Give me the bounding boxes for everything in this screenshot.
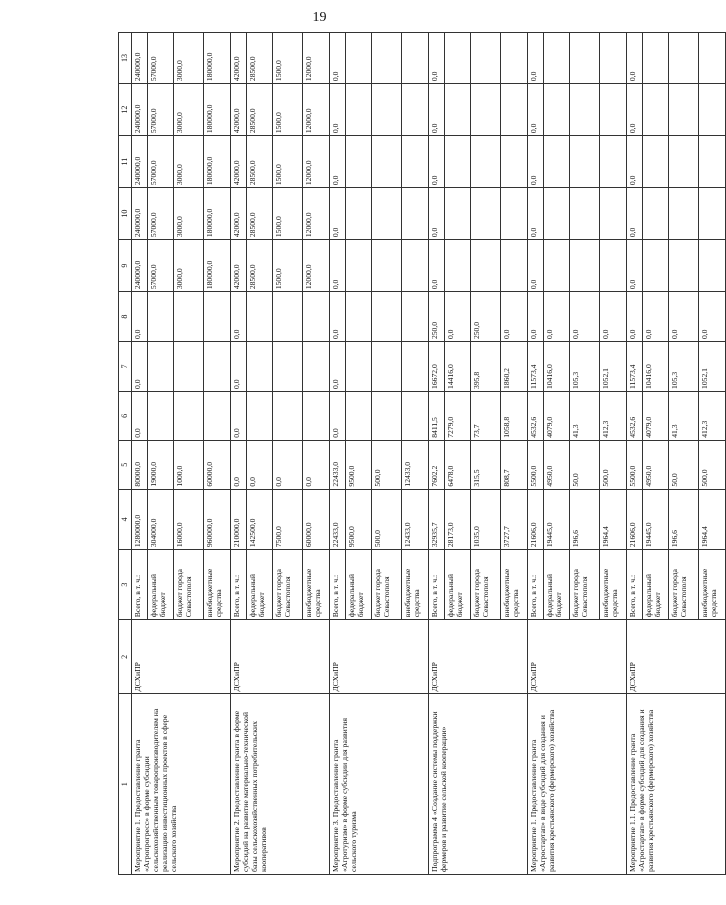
- amount-cell: 0,0: [132, 292, 148, 342]
- amount-cell: [346, 342, 372, 392]
- amount-cell: 42000,0: [231, 136, 247, 188]
- amount-cell: 0,0: [544, 292, 570, 342]
- amount-cell: 1964,4: [699, 489, 726, 550]
- amount-cell: [669, 240, 699, 292]
- amount-cell: [570, 240, 600, 292]
- amount-cell: [471, 84, 501, 136]
- amount-cell: 395,8: [471, 342, 501, 392]
- amount-cell: 42000,0: [231, 240, 247, 292]
- amount-cell: [273, 342, 303, 392]
- amount-cell: [445, 188, 471, 240]
- amount-cell: 12433,0: [402, 489, 429, 550]
- amount-cell: [699, 136, 726, 188]
- amount-cell: 57000,0: [148, 188, 174, 240]
- amount-cell: 1500,0: [273, 240, 303, 292]
- amount-cell: 6478,0: [445, 440, 471, 489]
- amount-cell: [445, 136, 471, 188]
- header-cell: 11: [119, 136, 132, 188]
- amount-cell: 0,0: [330, 391, 346, 440]
- funding-source: Всего, в т. ч.:: [528, 550, 544, 620]
- header-cell: 7: [119, 342, 132, 392]
- executor: ДСХиПР: [132, 620, 231, 694]
- amount-cell: [600, 240, 627, 292]
- amount-cell: 0,0: [132, 342, 148, 392]
- amount-cell: 1052,1: [600, 342, 627, 392]
- amount-cell: [346, 292, 372, 342]
- amount-cell: 0,0: [627, 240, 643, 292]
- amount-cell: [501, 136, 528, 188]
- amount-cell: 57000,0: [148, 84, 174, 136]
- amount-cell: 0,0: [429, 84, 445, 136]
- amount-cell: [346, 188, 372, 240]
- measure-name: Мероприятие 2. Предоставление гранта в форме субсидий на развитие материально-технической базы сельскохозяйственных потребительских кооперативов: [231, 694, 330, 875]
- amount-cell: 0,0: [627, 292, 643, 342]
- amount-cell: 1035,0: [471, 489, 501, 550]
- amount-cell: 142500,0: [247, 489, 273, 550]
- amount-cell: [699, 84, 726, 136]
- amount-cell: 180000,0: [204, 33, 231, 84]
- header-cell: 12: [119, 84, 132, 136]
- amount-cell: 12000,0: [303, 33, 330, 84]
- amount-cell: 0,0: [627, 136, 643, 188]
- executor: ДСХиПР: [627, 620, 726, 694]
- funding-source: Всего, в т. ч.:: [627, 550, 643, 620]
- amount-cell: [501, 240, 528, 292]
- amount-cell: [303, 391, 330, 440]
- amount-cell: 4950,0: [643, 440, 669, 489]
- amount-cell: 60000,0: [303, 489, 330, 550]
- amount-cell: [402, 391, 429, 440]
- amount-cell: 240000,0: [132, 33, 148, 84]
- amount-cell: 0,0: [699, 292, 726, 342]
- amount-cell: [402, 292, 429, 342]
- amount-cell: 32935,7: [429, 489, 445, 550]
- amount-cell: 0,0: [330, 342, 346, 392]
- amount-cell: 500,0: [372, 489, 402, 550]
- amount-cell: 180000,0: [204, 188, 231, 240]
- amount-cell: [402, 240, 429, 292]
- funding-source: Всего, в т. ч.:: [429, 550, 445, 620]
- amount-cell: 14416,0: [445, 342, 471, 392]
- amount-cell: 10416,0: [544, 342, 570, 392]
- amount-cell: 0,0: [330, 292, 346, 342]
- amount-cell: 28500,0: [247, 84, 273, 136]
- amount-cell: 412,3: [699, 391, 726, 440]
- amount-cell: 0,0: [528, 188, 544, 240]
- amount-cell: 1500,0: [273, 84, 303, 136]
- amount-cell: 0,0: [330, 188, 346, 240]
- amount-cell: 28500,0: [247, 33, 273, 84]
- amount-cell: 240000,0: [132, 240, 148, 292]
- amount-cell: [148, 391, 174, 440]
- amount-cell: [544, 136, 570, 188]
- amount-cell: [669, 188, 699, 240]
- amount-cell: [643, 240, 669, 292]
- amount-cell: 80000,0: [132, 440, 148, 489]
- executor: ДСХиПР: [330, 620, 429, 694]
- amount-cell: [501, 84, 528, 136]
- header-cell: 5: [119, 440, 132, 489]
- amount-cell: [643, 188, 669, 240]
- amount-cell: 1500,0: [273, 188, 303, 240]
- table-row: [231, 33, 247, 875]
- amount-cell: 196,6: [570, 489, 600, 550]
- budget-table-rotated: [118, 32, 718, 875]
- amount-cell: [402, 342, 429, 392]
- amount-cell: 7279,0: [445, 391, 471, 440]
- amount-cell: 5500,0: [528, 440, 544, 489]
- amount-cell: 0,0: [669, 292, 699, 342]
- amount-cell: [402, 188, 429, 240]
- amount-cell: 12000,0: [303, 188, 330, 240]
- amount-cell: 0,0: [330, 136, 346, 188]
- table-row: [132, 33, 148, 875]
- amount-cell: 0,0: [273, 440, 303, 489]
- amount-cell: 50,0: [570, 440, 600, 489]
- amount-cell: [501, 33, 528, 84]
- amount-cell: 16000,0: [174, 489, 204, 550]
- amount-cell: 11573,4: [528, 342, 544, 392]
- funding-source: внебюджетные средства: [402, 550, 429, 620]
- amount-cell: [372, 240, 402, 292]
- amount-cell: 1058,8: [501, 391, 528, 440]
- amount-cell: [544, 84, 570, 136]
- amount-cell: 0,0: [330, 33, 346, 84]
- amount-cell: 57000,0: [148, 136, 174, 188]
- amount-cell: 0,0: [570, 292, 600, 342]
- amount-cell: 240000,0: [132, 136, 148, 188]
- amount-cell: 0,0: [501, 292, 528, 342]
- amount-cell: 0,0: [429, 33, 445, 84]
- measure-name: Подпрограмма 4 «Создание системы поддержки фермеров и развитие сельской кооперации»: [429, 694, 528, 875]
- funding-source: федеральный бюджет: [643, 550, 669, 620]
- amount-cell: [247, 391, 273, 440]
- amount-cell: 16672,0: [429, 342, 445, 392]
- amount-cell: 0,0: [528, 33, 544, 84]
- funding-source: внебюджетные средства: [204, 550, 231, 620]
- amount-cell: 0,0: [330, 84, 346, 136]
- amount-cell: [372, 342, 402, 392]
- amount-cell: 21606,0: [528, 489, 544, 550]
- amount-cell: 19000,0: [148, 440, 174, 489]
- amount-cell: [471, 240, 501, 292]
- table-row: [627, 33, 643, 875]
- amount-cell: 22433,0: [330, 489, 346, 550]
- amount-cell: 180000,0: [204, 136, 231, 188]
- amount-cell: [204, 391, 231, 440]
- amount-cell: [600, 84, 627, 136]
- executor: ДСХиПР: [528, 620, 627, 694]
- funding-source: Всего, в т. ч.:: [231, 550, 247, 620]
- funding-source: Всего, в т. ч.:: [330, 550, 346, 620]
- amount-cell: 3000,0: [174, 33, 204, 84]
- amount-cell: 12000,0: [303, 240, 330, 292]
- page-number: 19: [312, 10, 327, 25]
- amount-cell: [174, 292, 204, 342]
- amount-cell: 3000,0: [174, 84, 204, 136]
- amount-cell: 0,0: [627, 84, 643, 136]
- header-cell: 2: [119, 620, 132, 694]
- amount-cell: [402, 33, 429, 84]
- amount-cell: [570, 84, 600, 136]
- amount-cell: [544, 188, 570, 240]
- amount-cell: 0,0: [528, 292, 544, 342]
- amount-cell: [174, 342, 204, 392]
- amount-cell: 21606,0: [627, 489, 643, 550]
- amount-cell: 50,0: [669, 440, 699, 489]
- amount-cell: [346, 136, 372, 188]
- header-row: [119, 33, 132, 875]
- amount-cell: 60000,0: [204, 440, 231, 489]
- amount-cell: [471, 33, 501, 84]
- amount-cell: 0,0: [303, 440, 330, 489]
- amount-cell: 19445,0: [544, 489, 570, 550]
- amount-cell: [273, 292, 303, 342]
- amount-cell: 1860,2: [501, 342, 528, 392]
- amount-cell: 500,0: [600, 440, 627, 489]
- funding-source: внебюджетные средства: [303, 550, 330, 620]
- amount-cell: 0,0: [231, 391, 247, 440]
- measure-name: Мероприятие 3. Предоставление гранта «Агротуризм» в форме субсидии для развития сельского туризма: [330, 694, 429, 875]
- amount-cell: [570, 33, 600, 84]
- amount-cell: [346, 391, 372, 440]
- amount-cell: 41,3: [669, 391, 699, 440]
- amount-cell: [643, 84, 669, 136]
- amount-cell: 28500,0: [247, 240, 273, 292]
- amount-cell: 11573,4: [627, 342, 643, 392]
- amount-cell: 19445,0: [643, 489, 669, 550]
- amount-cell: 0,0: [445, 292, 471, 342]
- amount-cell: 0,0: [528, 84, 544, 136]
- amount-cell: [600, 136, 627, 188]
- amount-cell: 22433,0: [330, 440, 346, 489]
- amount-cell: [544, 240, 570, 292]
- amount-cell: 500,0: [699, 440, 726, 489]
- amount-cell: [699, 188, 726, 240]
- amount-cell: 12000,0: [303, 84, 330, 136]
- amount-cell: 73,7: [471, 391, 501, 440]
- amount-cell: [247, 292, 273, 342]
- amount-cell: 0,0: [429, 240, 445, 292]
- amount-cell: 0,0: [627, 33, 643, 84]
- amount-cell: 12433,0: [402, 440, 429, 489]
- table-row: [528, 33, 544, 875]
- amount-cell: 960000,0: [204, 489, 231, 550]
- amount-cell: [600, 33, 627, 84]
- funding-source: федеральный бюджет: [247, 550, 273, 620]
- amount-cell: 7602,2: [429, 440, 445, 489]
- header-cell: 6: [119, 391, 132, 440]
- amount-cell: 0,0: [132, 391, 148, 440]
- amount-cell: [699, 240, 726, 292]
- amount-cell: [247, 342, 273, 392]
- funding-source: бюджет города Севастополя: [174, 550, 204, 620]
- amount-cell: [303, 292, 330, 342]
- amount-cell: 41,3: [570, 391, 600, 440]
- amount-cell: 250,0: [429, 292, 445, 342]
- amount-cell: 500,0: [372, 440, 402, 489]
- amount-cell: 42000,0: [231, 188, 247, 240]
- amount-cell: 0,0: [330, 240, 346, 292]
- amount-cell: [471, 188, 501, 240]
- amount-cell: 4950,0: [544, 440, 570, 489]
- amount-cell: [445, 84, 471, 136]
- funding-source: бюджет города Севастополя: [471, 550, 501, 620]
- amount-cell: [669, 136, 699, 188]
- amount-cell: 3000,0: [174, 240, 204, 292]
- amount-cell: 0,0: [231, 440, 247, 489]
- amount-cell: [372, 84, 402, 136]
- measure-name: Мероприятие 1.1. Предоставление гранта «Агростартап» в форме субсидий для создания и развития крестьянского (фермерского) хозяйства: [627, 694, 726, 875]
- amount-cell: 9500,0: [346, 440, 372, 489]
- funding-source: федеральный бюджет: [148, 550, 174, 620]
- measure-name: Мероприятие 1. Предоставление гранта «Агростартап» в виде субсидий для создания и развития крестьянского (фермерского) хозяйства: [528, 694, 627, 875]
- funding-source: внебюджетные средства: [699, 550, 726, 620]
- amount-cell: 105,3: [669, 342, 699, 392]
- amount-cell: 1500,0: [273, 33, 303, 84]
- amount-cell: 210000,0: [231, 489, 247, 550]
- amount-cell: 0,0: [643, 292, 669, 342]
- funding-source: бюджет города Севастополя: [372, 550, 402, 620]
- amount-cell: 28173,0: [445, 489, 471, 550]
- funding-source: бюджет города Севастополя: [669, 550, 699, 620]
- funding-source: бюджет города Севастополя: [273, 550, 303, 620]
- amount-cell: [544, 33, 570, 84]
- executor: ДСХиПР: [429, 620, 528, 694]
- amount-cell: 808,7: [501, 440, 528, 489]
- amount-cell: [148, 292, 174, 342]
- amount-cell: 4532,6: [627, 391, 643, 440]
- amount-cell: 105,3: [570, 342, 600, 392]
- amount-cell: [402, 136, 429, 188]
- amount-cell: [346, 84, 372, 136]
- header-cell: 13: [119, 33, 132, 84]
- table-row: [429, 33, 445, 875]
- amount-cell: [669, 33, 699, 84]
- amount-cell: 4532,6: [528, 391, 544, 440]
- amount-cell: [445, 33, 471, 84]
- amount-cell: 315,5: [471, 440, 501, 489]
- amount-cell: 12000,0: [303, 136, 330, 188]
- amount-cell: 180000,0: [204, 84, 231, 136]
- amount-cell: [273, 391, 303, 440]
- funding-source: федеральный бюджет: [445, 550, 471, 620]
- amount-cell: 1500,0: [273, 136, 303, 188]
- amount-cell: 180000,0: [204, 240, 231, 292]
- header-cell: 9: [119, 240, 132, 292]
- amount-cell: 412,3: [600, 391, 627, 440]
- amount-cell: [471, 136, 501, 188]
- amount-cell: [372, 391, 402, 440]
- amount-cell: [445, 240, 471, 292]
- amount-cell: 0,0: [429, 188, 445, 240]
- amount-cell: 28500,0: [247, 188, 273, 240]
- funding-source: бюджет города Севастополя: [570, 550, 600, 620]
- amount-cell: 1000,0: [174, 440, 204, 489]
- amount-cell: 0,0: [429, 136, 445, 188]
- amount-cell: 28500,0: [247, 136, 273, 188]
- funding-source: внебюджетные средства: [501, 550, 528, 620]
- amount-cell: [699, 33, 726, 84]
- amount-cell: 9500,0: [346, 489, 372, 550]
- amount-cell: 7500,0: [273, 489, 303, 550]
- amount-cell: [643, 33, 669, 84]
- amount-cell: 42000,0: [231, 33, 247, 84]
- amount-cell: 0,0: [247, 440, 273, 489]
- budget-table: [118, 32, 726, 875]
- amount-cell: 57000,0: [148, 33, 174, 84]
- amount-cell: [600, 188, 627, 240]
- amount-cell: 4079,0: [643, 391, 669, 440]
- header-cell: 3: [119, 550, 132, 620]
- amount-cell: 196,6: [669, 489, 699, 550]
- amount-cell: 1052,1: [699, 342, 726, 392]
- amount-cell: 3000,0: [174, 188, 204, 240]
- funding-source: внебюджетные средства: [600, 550, 627, 620]
- header-cell: 8: [119, 292, 132, 342]
- amount-cell: [372, 136, 402, 188]
- amount-cell: [570, 136, 600, 188]
- amount-cell: 10416,0: [643, 342, 669, 392]
- amount-cell: 0,0: [528, 136, 544, 188]
- amount-cell: 0,0: [600, 292, 627, 342]
- amount-cell: [346, 240, 372, 292]
- amount-cell: 1280000,0: [132, 489, 148, 550]
- funding-source: федеральный бюджет: [346, 550, 372, 620]
- header-cell: 4: [119, 489, 132, 550]
- header-cell: 10: [119, 188, 132, 240]
- amount-cell: [402, 84, 429, 136]
- funding-source: федеральный бюджет: [544, 550, 570, 620]
- amount-cell: [570, 188, 600, 240]
- amount-cell: 0,0: [231, 292, 247, 342]
- amount-cell: [174, 391, 204, 440]
- executor: ДСХиПР: [231, 620, 330, 694]
- amount-cell: [346, 33, 372, 84]
- table-row: [330, 33, 346, 875]
- amount-cell: 1964,4: [600, 489, 627, 550]
- amount-cell: [148, 342, 174, 392]
- amount-cell: 57000,0: [148, 240, 174, 292]
- amount-cell: 3727,7: [501, 489, 528, 550]
- amount-cell: 42000,0: [231, 84, 247, 136]
- amount-cell: 4079,0: [544, 391, 570, 440]
- amount-cell: 0,0: [231, 342, 247, 392]
- amount-cell: 304000,0: [148, 489, 174, 550]
- amount-cell: 240000,0: [132, 84, 148, 136]
- header-cell: 1: [119, 694, 132, 875]
- amount-cell: 5500,0: [627, 440, 643, 489]
- amount-cell: 3000,0: [174, 136, 204, 188]
- amount-cell: [501, 188, 528, 240]
- amount-cell: [669, 84, 699, 136]
- amount-cell: [372, 188, 402, 240]
- amount-cell: [372, 33, 402, 84]
- measure-name: Мероприятие 1. Предоставление гранта «Агропрогресс» в форме субсидии сельскохозяйственным товаропроизводителям на реализацию инвестиционных проектов в сфере сельского хозяйства: [132, 694, 231, 875]
- amount-cell: [643, 136, 669, 188]
- amount-cell: [204, 342, 231, 392]
- amount-cell: [204, 292, 231, 342]
- amount-cell: 250,0: [471, 292, 501, 342]
- amount-cell: 240000,0: [132, 188, 148, 240]
- amount-cell: 0,0: [528, 240, 544, 292]
- amount-cell: [303, 342, 330, 392]
- funding-source: Всего, в т. ч.:: [132, 550, 148, 620]
- amount-cell: 0,0: [627, 188, 643, 240]
- amount-cell: [372, 292, 402, 342]
- amount-cell: 8411,5: [429, 391, 445, 440]
